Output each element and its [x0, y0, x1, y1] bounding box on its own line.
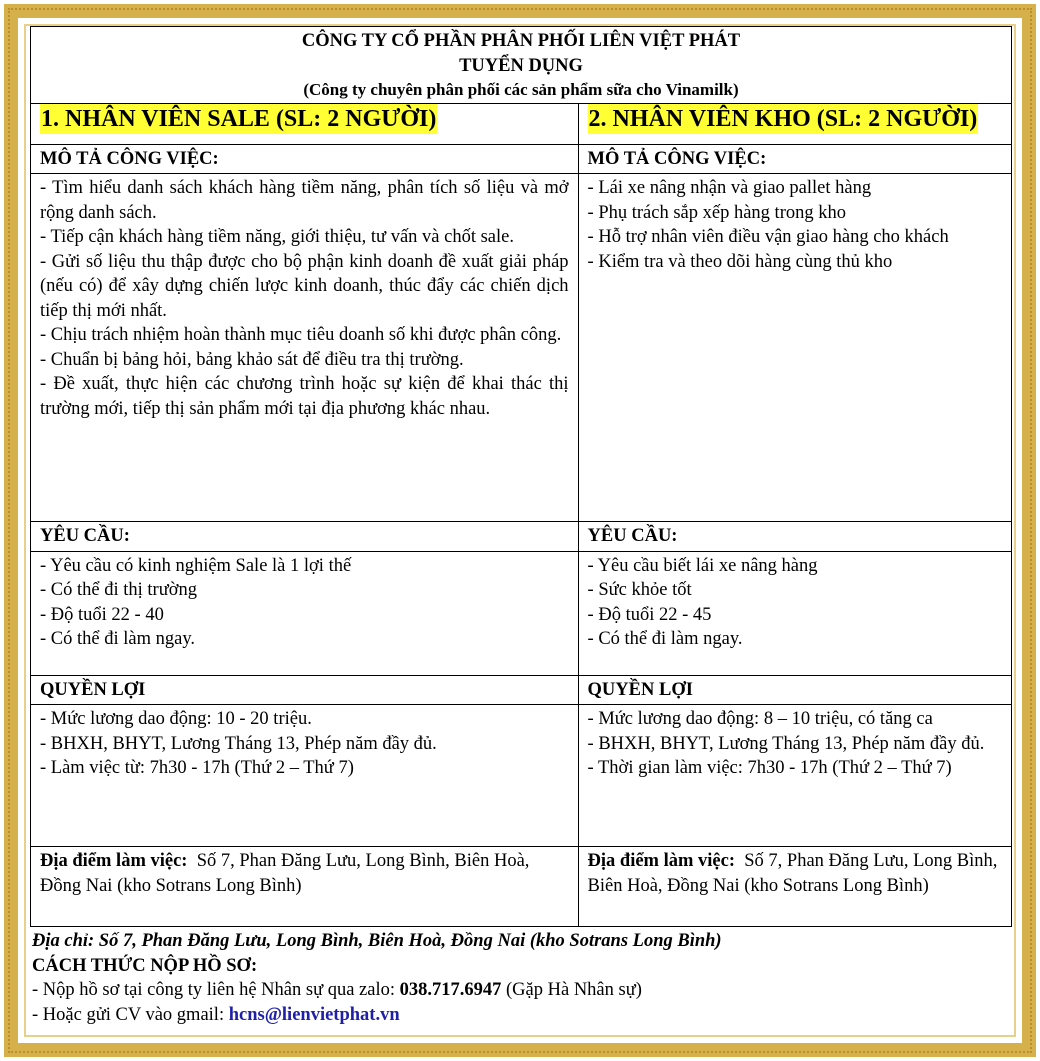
sale-location-label: Địa điểm làm việc: [40, 851, 188, 871]
company-name: CÔNG TY CỔ PHẦN PHÂN PHỐI LIÊN VIỆT PHÁT [301, 31, 741, 51]
sale-desc-item: - Gửi số liệu thu thập được cho bộ phận kinh doanh đề xuất giải pháp (nếu có) để xây dựng chiến lược kinh doanh, thúc đẩy các chiến dịch tiếp thị mới nhất. [40, 251, 569, 321]
sale-req-heading: YÊU CẦU: [31, 522, 579, 552]
sale-req-item: - Yêu cầu có kinh nghiệm Sale là 1 lợi thế [40, 555, 352, 576]
sale-ben-item: - Làm việc từ: 7h30 - 17h (Thứ 2 – Thứ 7) [40, 758, 354, 778]
sale-ben-cell [31, 705, 579, 847]
ben-row [31, 705, 1012, 847]
kho-req-cell [578, 551, 1011, 675]
sale-ben-heading: QUYỀN LỢI [31, 675, 579, 705]
sale-req-item: - Có thể đi làm ngay. [40, 629, 195, 649]
kho-req-item: - Sức khỏe tốt [587, 580, 692, 600]
apply-line-zalo [32, 978, 1012, 1003]
req-row [31, 551, 1012, 675]
zalo-phone: 038.717.6947 [399, 980, 502, 1000]
apply-zalo-prefix: - Nộp hồ sơ tại công ty liên hệ Nhân sự qua zalo: [32, 980, 400, 1000]
kho-desc-item: - Lái xe nâng nhận và giao pallet hàng [587, 178, 872, 198]
kho-ben-item: - Mức lương dao động: 8 – 10 triệu, có tăng ca [587, 709, 933, 729]
sale-req-item: - Có thể đi thị trường [40, 580, 198, 600]
kho-desc-item: - Kiểm tra và theo dõi hàng cùng thủ kho [587, 251, 893, 272]
kho-req-heading: YÊU CẦU: [578, 522, 1011, 552]
header-cell [31, 27, 1012, 104]
kho-ben-item: - BHXH, BHYT, Lương Tháng 13, Phép năm đầy đủ. [587, 733, 985, 754]
posting-title: TUYỂN DỤNG [459, 55, 583, 76]
apply-email-prefix: - Hoặc gửi CV vào gmail: [32, 1004, 229, 1025]
kho-position-title: 2. NHÂN VIÊN KHO (SL: 2 NGƯỜI) [588, 105, 978, 132]
footer [30, 929, 1012, 1027]
req-heading-row [31, 522, 1012, 552]
kho-location-text: Số 7, Phan Đăng Lưu, Long Bình, Biên Hoà, Đồng Nai (kho Sotrans Long Bình) [587, 851, 1002, 896]
hr-email-link[interactable]: hcns@lienvietphat.vn [228, 1004, 400, 1025]
sale-ben-item: - Mức lương dao động: 10 - 20 triệu. [40, 709, 312, 729]
kho-location-cell [578, 847, 1011, 927]
sale-position-title: 1. NHÂN VIÊN SALE (SL: 2 NGƯỜI) [41, 105, 437, 132]
desc-row [31, 174, 1012, 522]
kho-ben-cell [578, 705, 1011, 847]
sale-req-cell [31, 551, 579, 675]
sale-desc-item: - Chuẩn bị bảng hỏi, bảng khảo sát để điều tra thị trường. [40, 349, 464, 370]
header-row [31, 27, 1012, 104]
kho-desc-item: - Hỗ trợ nhân viên điều vận giao hàng cho khách [587, 227, 949, 247]
job-table [30, 26, 1012, 927]
ben-heading-row [31, 675, 1012, 705]
sale-desc-heading: MÔ TẢ CÔNG VIỆC: [31, 144, 579, 174]
sale-desc-item: - Tìm hiểu danh sách khách hàng tiềm năng, phân tích số liệu và mở rộng danh sách. [40, 178, 569, 223]
sale-location-text: Số 7, Phan Đăng Lưu, Long Bình, Biên Hoà, Đồng Nai (kho Sotrans Long Bình) [40, 851, 535, 896]
company-address: Địa chỉ: Số 7, Phan Đăng Lưu, Long Bình, Biên Hoà, Đồng Nai (kho Sotrans Long Bình) [32, 931, 722, 951]
apply-zalo-suffix: (Gặp Hà Nhân sự) [501, 980, 642, 1000]
apply-heading: CÁCH THỨC NỘP HỒ SƠ: [32, 955, 258, 976]
sale-title-cell [31, 103, 579, 144]
sale-ben-item: - BHXH, BHYT, Lương Tháng 13, Phép năm đầy đủ. [40, 733, 437, 754]
apply-line-email [32, 1003, 1012, 1028]
desc-heading-row [31, 144, 1012, 174]
location-row [31, 847, 1012, 927]
kho-req-item: - Độ tuổi 22 - 45 [587, 604, 712, 625]
sale-req-item: - Độ tuổi 22 - 40 [40, 604, 164, 625]
kho-location-label: Địa điểm làm việc: [587, 851, 735, 871]
kho-desc-cell [578, 174, 1011, 522]
kho-ben-heading: QUYỀN LỢI [578, 675, 1011, 705]
kho-req-item: - Yêu cầu biết lái xe nâng hàng [587, 555, 818, 576]
sale-desc-item: - Tiếp cận khách hàng tiềm năng, giới thiệu, tư vấn và chốt sale. [40, 227, 514, 247]
sale-location-cell [31, 847, 579, 927]
sale-desc-item: - Chịu trách nhiệm hoàn thành mục tiêu doanh số khi được phân công. [40, 325, 562, 345]
kho-desc-item: - Phụ trách sắp xếp hàng trong kho [587, 202, 846, 223]
sale-desc-cell [31, 174, 579, 522]
position-title-row [31, 103, 1012, 144]
kho-ben-item: - Thời gian làm việc: 7h30 - 17h (Thứ 2 – Thứ 7) [587, 758, 952, 778]
company-subtitle: (Công ty chuyên phân phối các sản phẩm sữa cho Vinamilk) [303, 80, 739, 99]
job-posting [30, 26, 1012, 1027]
kho-req-item: - Có thể đi làm ngay. [587, 629, 743, 649]
kho-title-cell [578, 103, 1011, 144]
kho-desc-heading: MÔ TẢ CÔNG VIỆC: [578, 144, 1011, 174]
sale-desc-item: - Đề xuất, thực hiện các chương trình hoặc sự kiện để khai thác thị trường mới, tiếp thị sản phẩm mới tại địa phương khác nhau. [40, 374, 569, 419]
